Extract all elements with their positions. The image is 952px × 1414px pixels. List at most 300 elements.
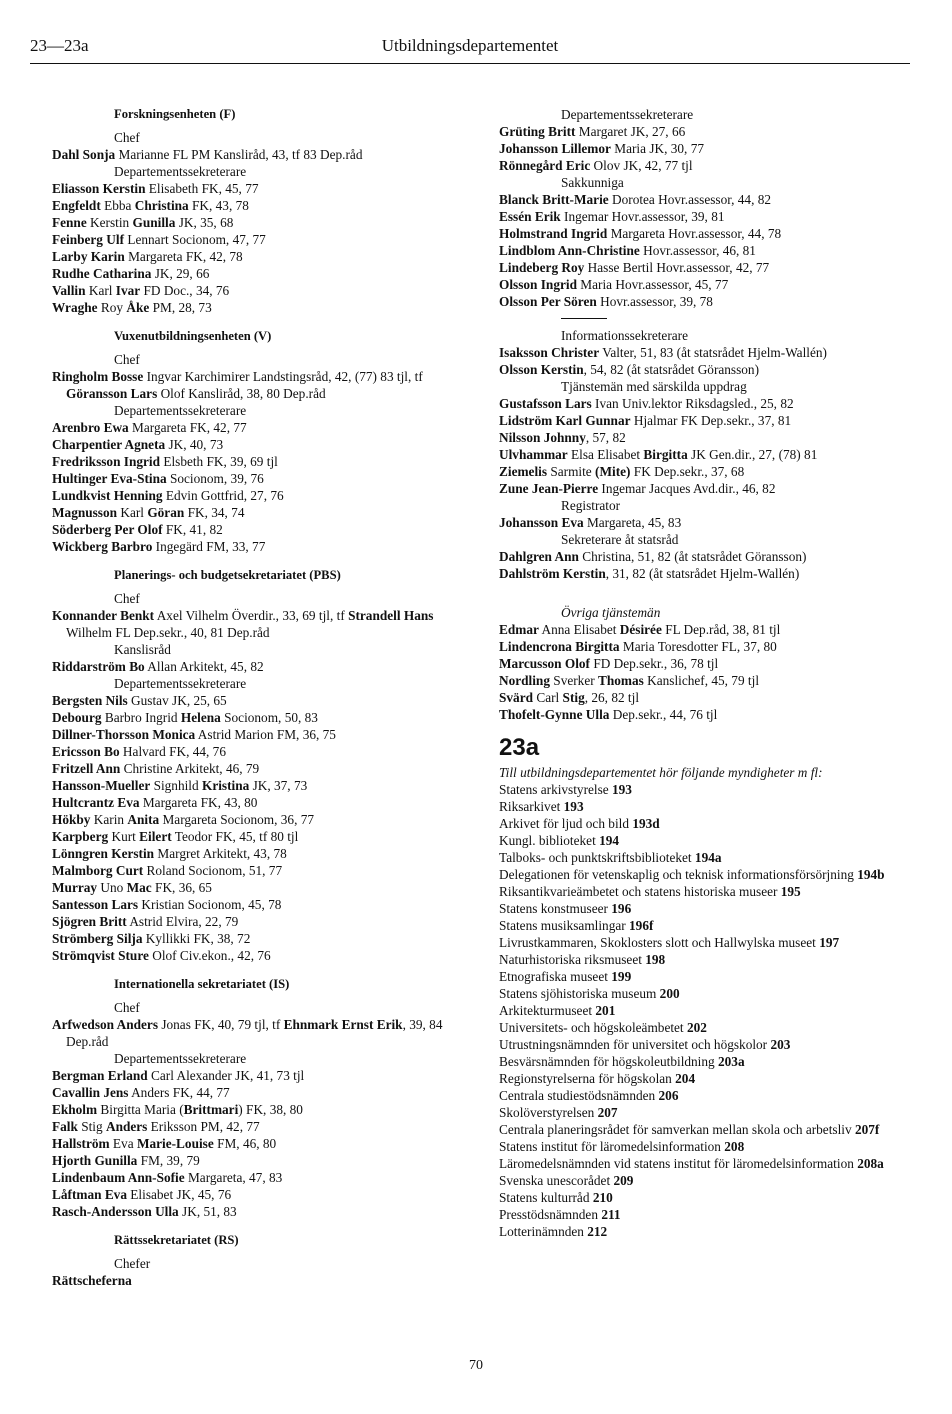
bold-name: Wraghe (52, 300, 98, 315)
staff-entry (52, 692, 472, 709)
entry-text: , 54, 82 (åt statsrådet Göransson) (583, 362, 759, 377)
entry-text: Anders FK, 44, 77 (128, 1085, 230, 1100)
authority-item (499, 832, 914, 849)
entry-text: Ivan Univ.lektor Riksdagsled., 25, 82 (591, 396, 794, 411)
bold-name: Rönnegård Eric (499, 158, 591, 173)
entry-list (52, 419, 472, 555)
staff-entry (52, 436, 472, 453)
entry-text: FK, 36, 65 (151, 880, 212, 895)
staff-entry (499, 565, 914, 582)
staff-entry (499, 548, 914, 565)
authority-item (499, 968, 914, 985)
entry-text: Läromedelsnämnden vid statens institut för läromedelsinformation (499, 1156, 858, 1171)
bold-name: 196 (611, 901, 632, 916)
entry-text: FD Dep.sekr., 36, 78 tjl (590, 656, 719, 671)
entry-text: Gustav JK, 25, 65 (127, 693, 227, 708)
entry-text: Uno (97, 880, 127, 895)
entry-list (52, 658, 472, 675)
role-label: Departementssekreterare (114, 1051, 247, 1066)
staff-entry (52, 658, 472, 675)
bold-name: Johansson Eva (499, 515, 584, 530)
entry-text: Maria JK, 30, 77 (610, 141, 705, 156)
entry-list (52, 146, 472, 163)
section-title-vuxenutbildningsenheten: Vuxenutbildningsenheten (V) (114, 329, 272, 343)
authority-item (499, 1223, 914, 1240)
staff-entry (52, 538, 472, 555)
entry-text: Riksantikvarieämbetet och statens historiska museer (499, 884, 781, 899)
authority-item (499, 1087, 914, 1104)
staff-entry (52, 1186, 472, 1203)
staff-entry (52, 862, 472, 879)
entry-text: Universitets- och högskoleämbetet (499, 1020, 687, 1035)
role-label-ovriga: Övriga tjänstemän (561, 605, 661, 620)
bold-name: Lindenbaum Ann-Sofie (52, 1170, 185, 1185)
staff-entry (52, 146, 472, 163)
header-rule (30, 63, 910, 64)
staff-entry (499, 157, 914, 174)
bold-name: Isaksson Christer (499, 345, 600, 360)
authority-item (499, 1189, 914, 1206)
role-label: Chef (114, 1000, 140, 1015)
entry-list (52, 1067, 472, 1220)
bold-name: Thofelt-Gynne Ulla (499, 707, 610, 722)
authority-list (499, 781, 914, 1240)
bold-name: Dahlström Kerstin (499, 566, 606, 581)
entry-text: Utrustningsnämnden för universitet och högskolor (499, 1037, 771, 1052)
bold-name: Cavallin Jens (52, 1085, 129, 1100)
entry-text: Besvärsnämnden för högskoleutbildning (499, 1054, 718, 1069)
entry-text: Barbro Ingrid (101, 710, 181, 725)
entry-list (52, 180, 472, 316)
staff-entry (52, 913, 472, 930)
entry-text: Margaret JK, 27, 66 (575, 124, 686, 139)
staff-entry (52, 1169, 472, 1186)
entry-text: Margareta FK, 42, 78 (124, 249, 243, 264)
staff-entry (52, 947, 472, 964)
bold-name: Hultcrantz Eva (52, 795, 140, 810)
section-title-forskningsenheten: Forskningsenheten (F) (114, 107, 236, 121)
bold-name: Nilsson Johnny (499, 430, 586, 445)
entry-text: Elisabeth FK, 45, 77 (145, 181, 259, 196)
bold-name: Holmstrand Ingrid (499, 226, 608, 241)
entry-text: Margareta Socionom, 36, 77 (159, 812, 315, 827)
entry-text: Sverker (549, 673, 598, 688)
bold-name: 194 (599, 833, 620, 848)
bold-name: Strandell Hans (348, 608, 434, 623)
staff-entry (52, 231, 472, 248)
authority-item (499, 815, 914, 832)
entry-list (52, 607, 472, 641)
entry-text: Eriksson PM, 42, 77 (147, 1119, 260, 1134)
bold-name: Wickberg Barbro (52, 539, 153, 554)
entry-text: Edvin Gottfrid, 27, 76 (162, 488, 284, 503)
authority-item (499, 798, 914, 815)
entry-text: FM, 46, 80 (213, 1136, 277, 1151)
staff-entry (52, 248, 472, 265)
entry-text: FL Dep.råd, 38, 81 tjl (661, 622, 781, 637)
bold-name: Hjorth Gunilla (52, 1153, 138, 1168)
entry-text: Anna Elisabet (538, 622, 620, 637)
bold-name: Hultinger Eva-Stina (52, 471, 167, 486)
entry-text: Socionom, 50, 83 (220, 710, 318, 725)
entry-text: Kanslichef, 45, 79 tjl (643, 673, 760, 688)
entry-text: ) FK, 38, 80 (238, 1102, 303, 1117)
staff-entry (499, 621, 914, 638)
role-label: Chef (114, 591, 140, 606)
entry-text: Kyllikki FK, 38, 72 (142, 931, 251, 946)
entry-text: FK, 41, 82 (162, 522, 223, 537)
bold-name: 194b (857, 867, 885, 882)
entry-list (499, 621, 914, 723)
staff-entry (52, 1084, 472, 1101)
authority-item (499, 1002, 914, 1019)
entry-text: Centrala studiestödsnämnden (499, 1088, 659, 1103)
staff-entry (52, 1272, 472, 1289)
bold-name: 212 (587, 1224, 608, 1239)
running-title: Utbildningsdepartementet (381, 36, 559, 55)
bold-name: 193d (632, 816, 660, 831)
bold-name: Larby Karin (52, 249, 125, 264)
bold-name: Johansson Lillemor (499, 141, 611, 156)
entry-text: Teodor FK, 45, tf 80 tjl (171, 829, 299, 844)
entry-text: Signhild (150, 778, 202, 793)
entry-text: Lennart Socionom, 47, 77 (124, 232, 266, 247)
bold-name: Ehnmark Ernst Erik (283, 1017, 403, 1032)
entry-text: Socionom, 39, 76 (166, 471, 264, 486)
staff-entry (52, 1203, 472, 1220)
bold-name: Olsson Ingrid (499, 277, 577, 292)
role-label: Departementssekreterare (114, 164, 247, 179)
bold-name: 197 (819, 935, 840, 950)
entry-text: Livrustkammaren, Skoklosters slott och Hallwylska museet (499, 935, 820, 950)
bold-name: Christina (134, 198, 189, 213)
bold-name: 199 (611, 969, 632, 984)
bold-name: Malmborg Curt (52, 863, 144, 878)
bold-name: Eilert (139, 829, 172, 844)
entry-text: Ebba (100, 198, 135, 213)
page-header (30, 36, 910, 66)
entry-text: Ingvar Karchimirer Landstingsråd, 42, (77) 83 tjl, tf (143, 369, 423, 384)
staff-entry (52, 299, 472, 316)
bold-name: (Mite) (595, 464, 631, 479)
bold-name: Olsson Kerstin (499, 362, 584, 377)
bold-name: Ericsson Bo (52, 744, 120, 759)
bold-name: 208a (857, 1156, 884, 1171)
role-label: Tjänstemän med särskilda uppdrag (561, 379, 747, 394)
entry-text: Statens institut för läromedelsinformation (499, 1139, 725, 1154)
entry-text: Etnografiska museet (499, 969, 612, 984)
entry-text: Dorotea Hovr.assessor, 44, 82 (608, 192, 772, 207)
authority-item (499, 1104, 914, 1121)
entry-text: Jonas FK, 40, 79 tjl, tf (158, 1017, 284, 1032)
entry-text: JK, 29, 66 (151, 266, 210, 281)
staff-entry (52, 777, 472, 794)
staff-entry (52, 1067, 472, 1084)
bold-name: Santesson Lars (52, 897, 139, 912)
bold-name: 211 (601, 1207, 621, 1222)
entry-text: Riksarkivet (499, 799, 564, 814)
entry-text: Margareta Hovr.assessor, 44, 78 (607, 226, 782, 241)
bold-name: Bergsten Nils (52, 693, 128, 708)
staff-entry (499, 395, 914, 412)
entry-text: Margareta, 47, 83 (184, 1170, 283, 1185)
authority-item (499, 1172, 914, 1189)
bold-name: Feinberg Ulf (52, 232, 125, 247)
entry-text: Arkivet för ljud och bild (499, 816, 633, 831)
entry-text: Hjalmar FK Dep.sekr., 37, 81 (630, 413, 792, 428)
entry-text: Maria Toresdotter FL, 37, 80 (619, 639, 777, 654)
bold-name: Birgitta (643, 447, 688, 462)
entry-text: Christine Arkitekt, 46, 79 (120, 761, 260, 776)
entry-list (52, 1016, 472, 1050)
role-label: Registrator (561, 498, 621, 513)
staff-entry (499, 191, 914, 208)
authority-item (499, 1019, 914, 1036)
entry-text: Kristian Socionom, 45, 78 (138, 897, 282, 912)
authority-item (499, 985, 914, 1002)
entry-list (499, 191, 914, 310)
bold-name: 201 (595, 1003, 616, 1018)
left-column (52, 106, 472, 1289)
bold-name: Eliasson Kerstin (52, 181, 146, 196)
staff-entry (499, 429, 914, 446)
bold-name: Konnander Benkt (52, 608, 155, 623)
bold-name: Ekholm (52, 1102, 98, 1117)
bold-name: Åke (126, 300, 150, 315)
bold-name: Hallström (52, 1136, 110, 1151)
entry-text: Skolöverstyrelsen (499, 1105, 598, 1120)
authority-item (499, 900, 914, 917)
entry-text: Statens konstmuseer (499, 901, 612, 916)
role-label: Departementssekreterare (114, 676, 247, 691)
entry-text: Hovr.assessor, 39, 78 (596, 294, 713, 309)
authority-item (499, 1155, 914, 1172)
bold-name: Marie-Louise (136, 1136, 214, 1151)
bold-name: Göran (147, 505, 185, 520)
bold-name: 206 (658, 1088, 679, 1103)
section-title-is: Internationella sekretariatet (IS) (114, 977, 290, 991)
entry-text: FK, 34, 74 (184, 505, 245, 520)
bold-name: Olsson Per Sören (499, 294, 597, 309)
staff-entry (52, 930, 472, 947)
staff-entry (499, 123, 914, 140)
bold-name: Grüting Britt (499, 124, 576, 139)
staff-entry (499, 689, 914, 706)
staff-entry (499, 412, 914, 429)
bold-name: 208 (724, 1139, 745, 1154)
bold-name: Edmar (499, 622, 539, 637)
staff-entry (52, 368, 472, 402)
entry-text: Karl (117, 505, 148, 520)
staff-entry (499, 446, 914, 463)
bold-name: Strömberg Silja (52, 931, 143, 946)
authority-item (499, 1121, 914, 1138)
role-label: Kanslisråd (114, 642, 171, 657)
authority-item (499, 934, 914, 951)
authority-item (499, 1053, 914, 1070)
bold-name: Ivar (115, 283, 141, 298)
section-title-rs: Rättssekretariatet (RS) (114, 1233, 239, 1247)
entry-text: Kungl. biblioteket (499, 833, 600, 848)
authority-item (499, 917, 914, 934)
bold-name: 204 (675, 1071, 696, 1086)
bold-name: Thomas (597, 673, 644, 688)
entry-text: Ingemar Hovr.assessor, 39, 81 (560, 209, 725, 224)
bold-name: Charpentier Agneta (52, 437, 166, 452)
role-label: Departementssekreterare (114, 403, 247, 418)
entry-list (499, 514, 914, 531)
entry-text: Hasse Bertil Hovr.assessor, 42, 77 (584, 260, 770, 275)
bold-name: Anders (105, 1119, 148, 1134)
role-label: Sakkunniga (561, 175, 624, 190)
staff-entry (52, 419, 472, 436)
bold-name: 193 (612, 782, 632, 797)
bold-name: Vallin (52, 283, 86, 298)
bold-name: Arfwedson Anders (52, 1017, 159, 1032)
page-range-label: 23—23a (30, 36, 89, 55)
bold-name: Dillner-Thorsson Monica (52, 727, 196, 742)
role-label: Chef (114, 130, 140, 145)
bold-name: Riddarström Bo (52, 659, 145, 674)
section-divider (561, 318, 607, 319)
staff-entry (52, 709, 472, 726)
bold-name: Lönngren Kerstin (52, 846, 155, 861)
entry-text: Statens musiksamlingar (499, 918, 630, 933)
authority-item (499, 781, 914, 798)
bold-name: Ringholm Bosse (52, 369, 144, 384)
entry-text: FK Dep.sekr., 37, 68 (630, 464, 745, 479)
entry-text: Birgitta Maria ( (97, 1102, 184, 1117)
staff-entry (52, 214, 472, 231)
bold-name: Lidström Karl Gunnar (499, 413, 631, 428)
entry-text: Svenska unescorådet (499, 1173, 614, 1188)
entry-text: Karl (85, 283, 116, 298)
staff-entry (52, 828, 472, 845)
entry-text: Lotterinämnden (499, 1224, 588, 1239)
entry-text: , 39, 84 Dep.råd (66, 1017, 443, 1049)
entry-text: Dep.sekr., 44, 76 tjl (609, 707, 718, 722)
role-label: Departementssekreterare (561, 107, 694, 122)
bold-name: Låftman Eva (52, 1187, 127, 1202)
entry-text: Margareta FK, 42, 77 (128, 420, 247, 435)
staff-entry (52, 1118, 472, 1135)
entry-list (499, 548, 914, 582)
bold-name: Rasch-Andersson Ulla (52, 1204, 179, 1219)
staff-entry (499, 463, 914, 480)
entry-text: JK Gen.dir., 27, (78) 81 (687, 447, 818, 462)
right-column (499, 106, 914, 1240)
bold-name: Hökby (52, 812, 91, 827)
entry-text: Wilhelm FL Dep.sekr., 40, 81 Dep.råd (66, 625, 270, 640)
staff-entry (499, 655, 914, 672)
authority-item (499, 1206, 914, 1223)
entry-text: Statens sjöhistoriska museum (499, 986, 660, 1001)
bold-name: Essén Erik (499, 209, 561, 224)
entry-text: Roy (97, 300, 127, 315)
authority-item (499, 883, 914, 900)
entry-text: JK, 40, 73 (165, 437, 224, 452)
staff-entry (499, 638, 914, 655)
entry-text: Naturhistoriska riksmuseet (499, 952, 646, 967)
entry-text: Talboks- och punktskriftsbiblioteket (499, 850, 695, 865)
entry-text: FM, 39, 79 (137, 1153, 200, 1168)
entry-text: Ingemar Jacques Avd.dir., 46, 82 (598, 481, 776, 496)
entry-text: Margareta, 45, 83 (583, 515, 682, 530)
bold-name: 207f (854, 1122, 880, 1137)
bold-name: Söderberg Per Olof (52, 522, 163, 537)
staff-entry (52, 845, 472, 862)
staff-entry (52, 521, 472, 538)
staff-entry (499, 293, 914, 310)
entry-text: Marianne FL PM Kansliråd, 43, tf 83 Dep.råd (115, 147, 363, 162)
entry-text: Maria Hovr.assessor, 45, 77 (576, 277, 729, 292)
entry-text: Axel Vilhelm Överdir., 33, 69 tjl, tf (154, 608, 349, 623)
bold-name: Debourg (52, 710, 102, 725)
authority-item (499, 1070, 914, 1087)
entry-text: Margret Arkitekt, 43, 78 (154, 846, 287, 861)
staff-entry (499, 514, 914, 531)
bold-name: Fredriksson Ingrid (52, 454, 160, 469)
entry-list (499, 395, 914, 497)
staff-entry (52, 197, 472, 214)
bold-name: Anita (127, 812, 160, 827)
bold-name: Ulvhammar (499, 447, 568, 462)
bold-name: Svärd (499, 690, 533, 705)
authorities-intro: Till utbildningsdepartementet hör följande myndigheter m fl: (499, 765, 823, 780)
staff-entry (499, 259, 914, 276)
entry-text: , 31, 82 (åt statsrådet Hjelm-Wallén) (605, 566, 800, 581)
entry-text: JK, 51, 83 (178, 1204, 237, 1219)
entry-list (52, 692, 472, 964)
bold-name: Rudhe Catharina (52, 266, 152, 281)
entry-text: Statens arkivstyrelse (499, 782, 612, 797)
staff-entry (52, 487, 472, 504)
entry-text: Kurt (108, 829, 140, 844)
bold-name: 203 (770, 1037, 791, 1052)
entry-text: Allan Arkitekt, 45, 82 (144, 659, 264, 674)
staff-entry (52, 794, 472, 811)
entry-text: Kerstin (86, 215, 133, 230)
entry-text: Halvard FK, 44, 76 (119, 744, 226, 759)
staff-entry (499, 706, 914, 723)
authority-item (499, 951, 914, 968)
entry-list (499, 344, 914, 378)
bold-name: Zune Jean-Pierre (499, 481, 599, 496)
entry-text: , 57, 82 (585, 430, 626, 445)
bold-name: Dahl Sonja (52, 147, 116, 162)
bold-name: 195 (780, 884, 801, 899)
bold-name: 209 (613, 1173, 634, 1188)
bold-name: Mac (126, 880, 152, 895)
bold-name: 210 (592, 1190, 613, 1205)
entry-text: Valter, 51, 83 (åt statsrådet Hjelm-Wallén) (599, 345, 827, 360)
bold-name: Lindblom Ann-Christine (499, 243, 640, 258)
bold-name: Helena (180, 710, 221, 725)
role-label: Informationssekreterare (561, 328, 688, 343)
bold-name: Strömqvist Sture (52, 948, 149, 963)
bold-name: Rättscheferna (52, 1273, 132, 1288)
bold-name: Lundkvist Henning (52, 488, 163, 503)
staff-entry (52, 504, 472, 521)
bold-name: 194a (694, 850, 722, 865)
bold-name: Brittmari (183, 1102, 239, 1117)
entry-text: JK, 37, 73 (249, 778, 308, 793)
bold-name: Murray (52, 880, 98, 895)
role-label: Sekreterare åt statsråd (561, 532, 679, 547)
entry-text: Margareta FK, 43, 80 (139, 795, 258, 810)
staff-entry (52, 1016, 472, 1050)
role-label: Chefer (114, 1256, 151, 1271)
